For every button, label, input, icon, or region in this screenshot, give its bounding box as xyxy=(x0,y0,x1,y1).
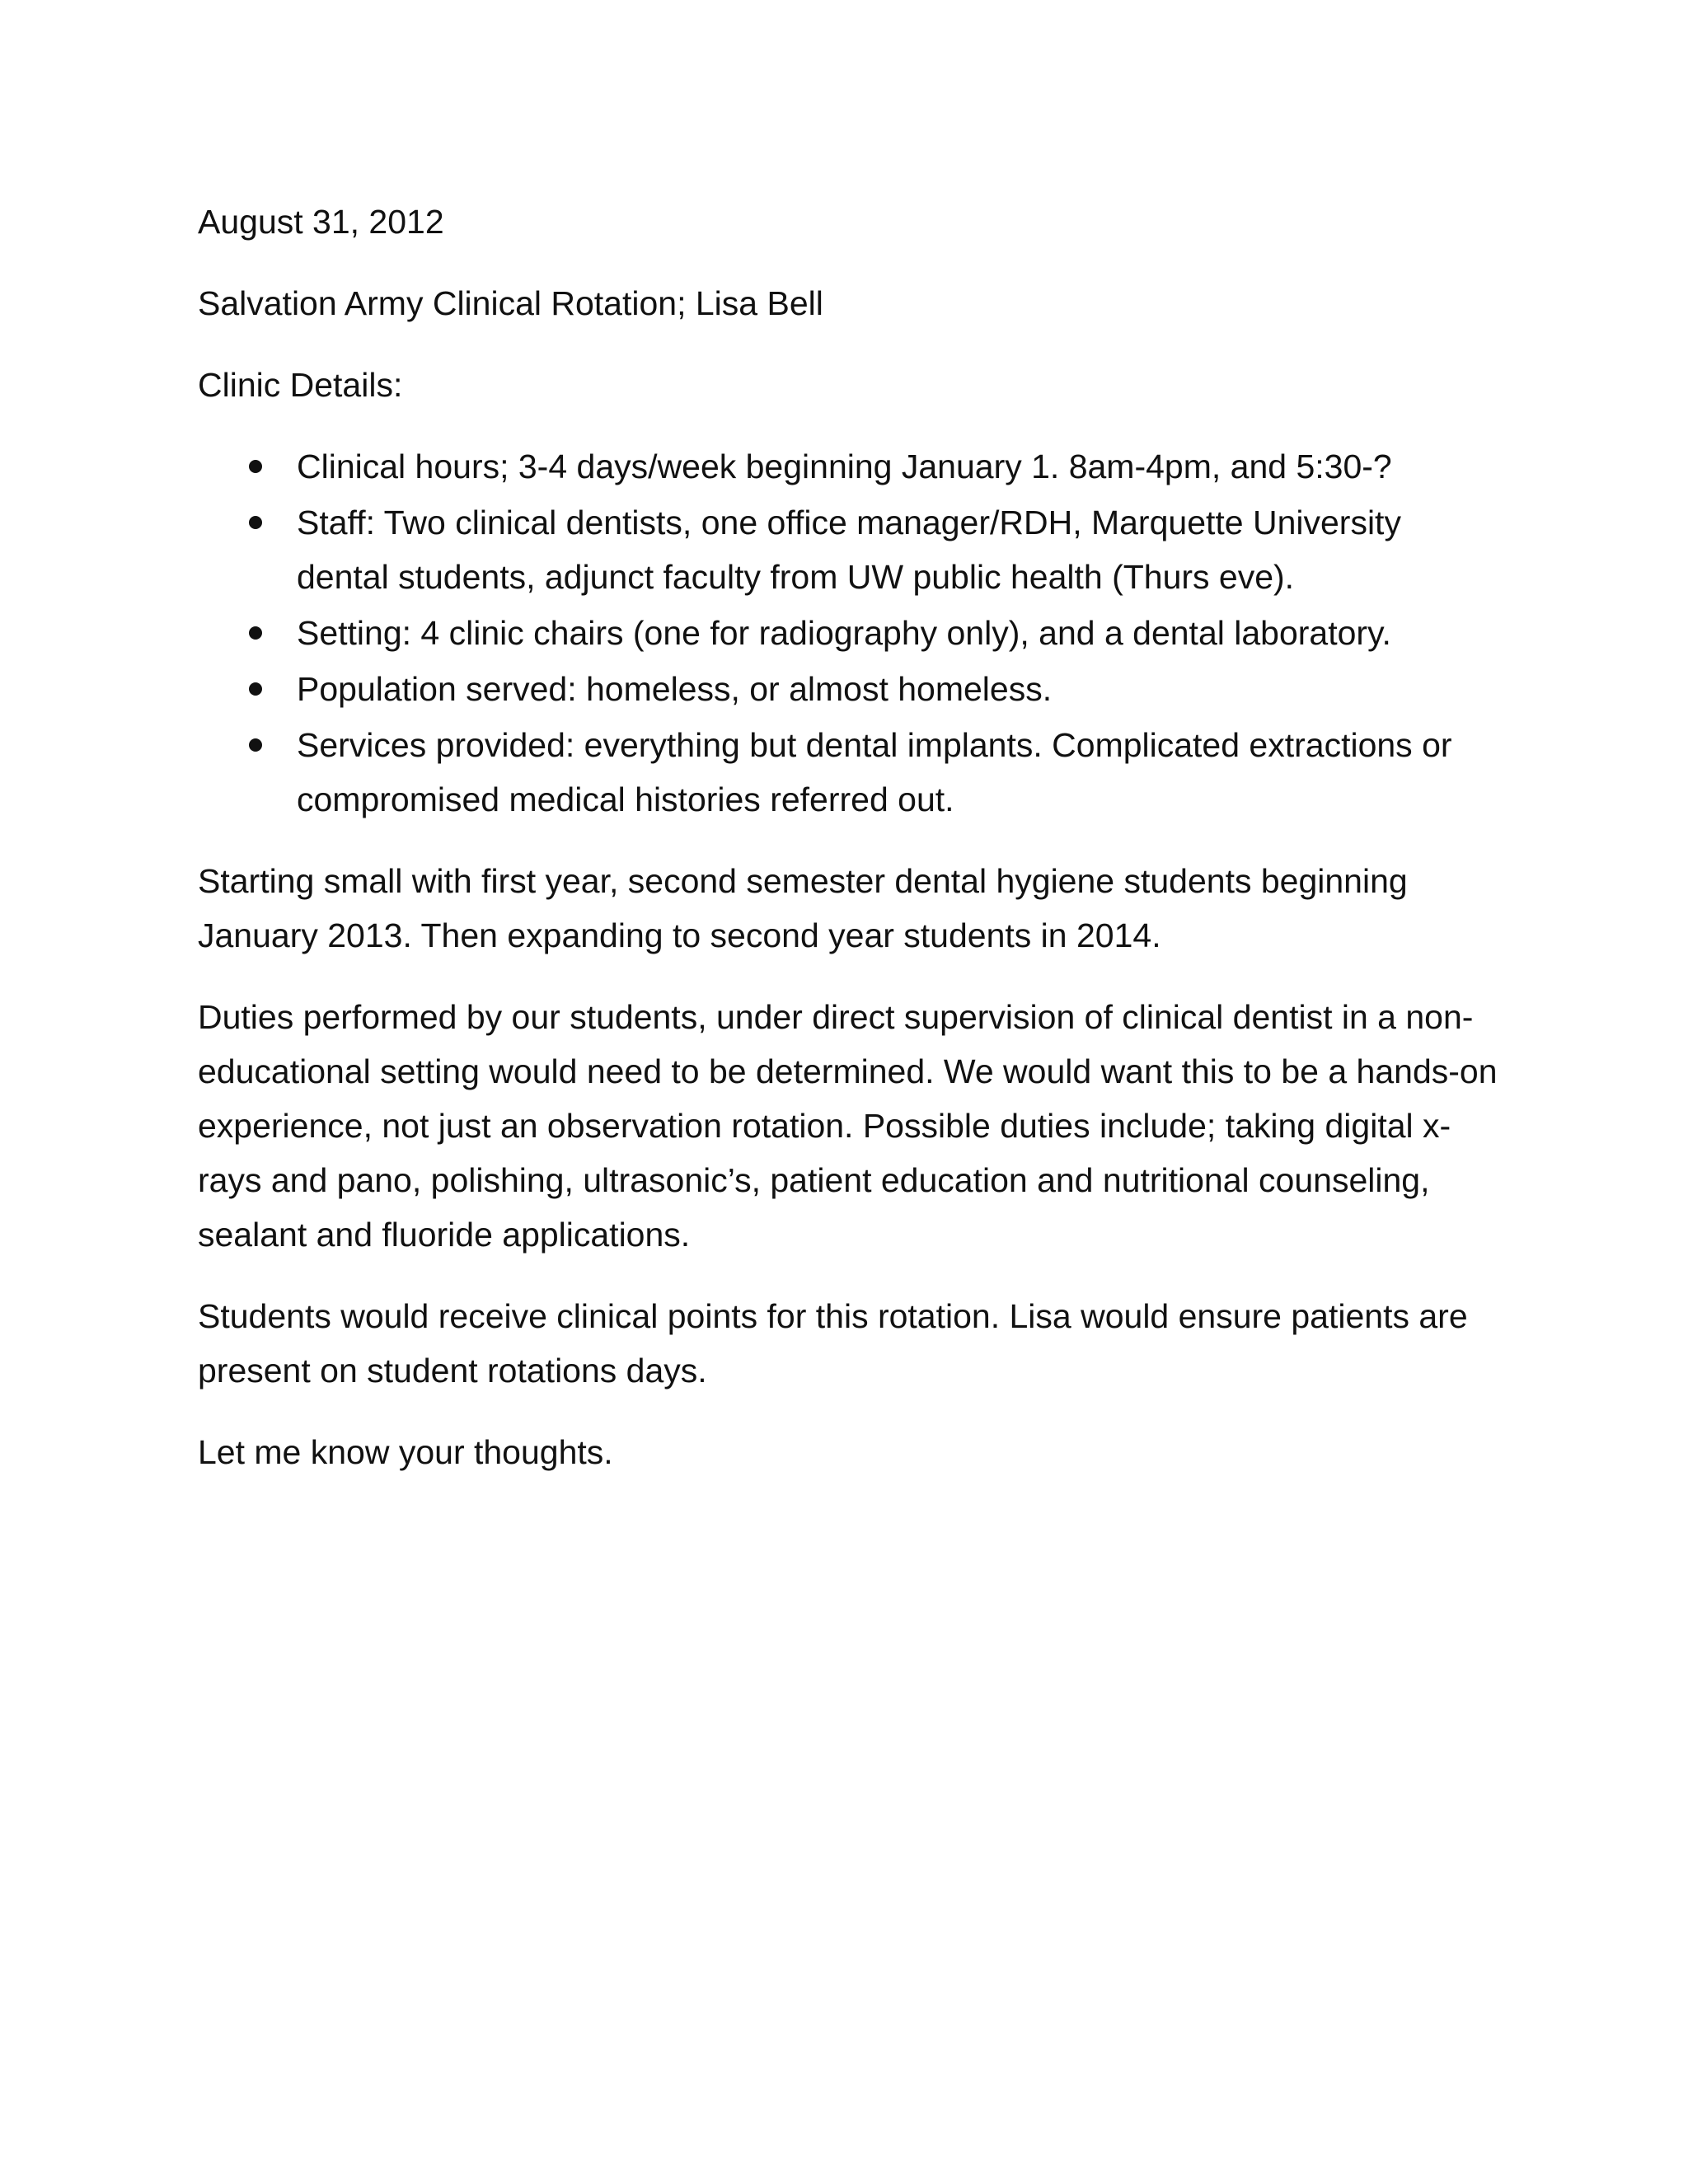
bullet-icon xyxy=(249,738,262,752)
list-item-text: Clinical hours; 3-4 days/week beginning January 1. 8am-4pm, and 5:30-? xyxy=(297,448,1392,485)
section-heading: Clinic Details: xyxy=(198,366,403,404)
bullet-icon xyxy=(249,626,262,640)
list-item xyxy=(198,495,1500,604)
bullet-icon xyxy=(249,460,262,473)
paragraph-student-cohorts: Starting small with first year, second semester dental hygiene students beginning January 2013. Then expanding to second year students in 2014. xyxy=(198,862,1408,954)
document-subject: Salvation Army Clinical Rotation; Lisa Bell xyxy=(198,284,823,322)
list-item xyxy=(198,718,1500,827)
list-item-text: Services provided: everything but dental implants. Complicated extractions or compromised medical histories referred out. xyxy=(297,726,1452,818)
list-item-text: Setting: 4 clinic chairs (one for radiography only), and a dental laboratory. xyxy=(297,614,1391,652)
list-item-text: Staff: Two clinical dentists, one office manager/RDH, Marquette University dental students, adjunct faculty from UW public health (Thurs eve). xyxy=(297,504,1401,596)
document-body xyxy=(198,194,1500,1507)
paragraph-clinical-points: Students would receive clinical points for this rotation. Lisa would ensure patients are present on student rotations days. xyxy=(198,1297,1468,1390)
paragraph-closing: Let me know your thoughts. xyxy=(198,1433,613,1471)
list-item xyxy=(198,606,1500,660)
bullet-icon xyxy=(249,516,262,529)
list-item-text: Population served: homeless, or almost homeless. xyxy=(297,670,1053,708)
list-item xyxy=(198,439,1500,494)
list-item xyxy=(198,662,1500,716)
document-date: August 31, 2012 xyxy=(198,203,444,241)
clinic-details-list xyxy=(198,439,1500,827)
paragraph-duties: Duties performed by our students, under direct supervision of clinical dentist in a non-educational setting would need to be determined. We would want this to be a hands-on experience, not just an observation rotation. Possible duties include; taking digital x-rays and pano, polishing, ultrasonic’s, patient education and nutritional counseling, sealant and fluoride applications. xyxy=(198,998,1498,1254)
bullet-icon xyxy=(249,682,262,696)
